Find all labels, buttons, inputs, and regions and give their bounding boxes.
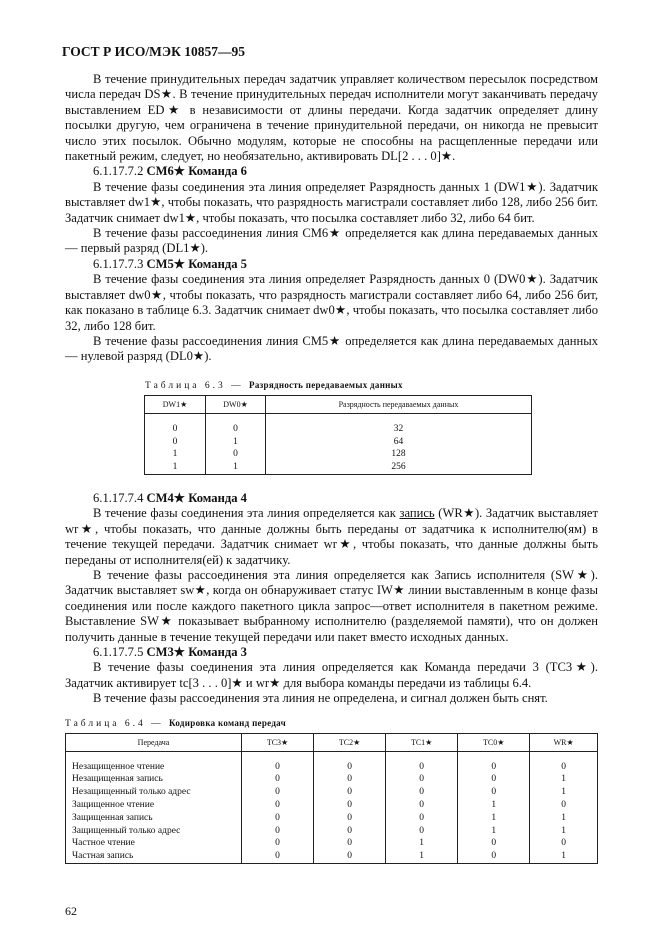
- table-cell: Защищенная запись: [66, 812, 242, 825]
- table-title: Кодировка команд передач: [169, 717, 286, 728]
- table-cell: Защищенное чтение: [66, 799, 242, 812]
- page-number: 62: [65, 903, 77, 918]
- table-cell: 1: [206, 436, 266, 449]
- paragraph: В течение принудительных передач задатчик управляет количеством пересылок посредством числа передач DS★. В течение принудительных передач исполнители могут заканчивать передачу выставлением ED★ в независимости от длины передачи. Когда задатчик определяет длину посылки другую, чем ограничена в течение принудительной передачи, он никогда не превысит число этих посылок. Обычно модулям, которые не способны на расщепленные передачи или пакетный режим, следует, но необязательно, активировать DL[2 . . . 0]★.: [65, 72, 598, 164]
- table-6-4-caption: [65, 717, 598, 731]
- column-header: DW1★: [145, 395, 206, 413]
- table-cell: 0: [458, 786, 530, 799]
- table-cell: 256: [266, 461, 532, 474]
- paragraph: В течение фазы соединения эта линия определяется как Команда передачи 3 (TC3★). Задатчик активирует tc[3 . . . 0]★ и wr★ для выбора команды передачи из таблицы 6.4.: [65, 660, 598, 690]
- table-row: [66, 786, 598, 799]
- table-cell: 0: [458, 751, 530, 773]
- table-cell: 1: [458, 825, 530, 838]
- paragraph: В течение фазы рассоединения линия CM5★ определяется как длина передаваемых данных — нулевой разряд (DL0★).: [65, 333, 598, 364]
- section-number: 6.1.17.7.2: [93, 164, 147, 179]
- table-row: [66, 751, 598, 773]
- table-cell: 0: [530, 837, 598, 850]
- paragraph: В течение фазы соединения эта линия определяет Разрядность данных 0 (DW0★). Задатчик выставляет dw0★, чтобы показать, что разрядность магистрали составляет либо 64, либо 256 бит, как показано в таблице 6.3. Задатчик снимает dw0★, чтобы показать, что посылка составляет либо 32, либо 128 бит.: [65, 272, 598, 333]
- table-6-4: [65, 733, 598, 864]
- paragraph: В течение фазы соединения эта линия определяет Разрядность данных 1 (DW1★). Задатчик выставляет dw1★, чтобы показать, что разрядность магистрали составляет либо 128, либо 256 бит. Задатчик снимает dw1★, чтобы показать, что посылка составляет либо 32, либо 64 бит.: [65, 179, 598, 225]
- table-cell: 0: [386, 773, 458, 786]
- section-number: 6.1.17.7.5: [93, 644, 147, 659]
- section-title: CM5★ Команда 5: [146, 256, 247, 271]
- table-cell: 0: [386, 751, 458, 773]
- table-cell: 32: [266, 413, 532, 435]
- table-cell: 1: [145, 461, 206, 474]
- section-heading: [65, 164, 598, 179]
- table-cell: 0: [145, 413, 206, 435]
- table-row: [145, 461, 532, 474]
- column-header: WR★: [530, 733, 598, 751]
- text: В течение фазы соединения эта линия определяется как: [93, 506, 400, 521]
- column-header: DW0★: [206, 395, 266, 413]
- document-header: ГОСТ Р ИСО/МЭК 10857—95: [62, 44, 245, 59]
- table-cell: 0: [386, 812, 458, 825]
- table-cell: 0: [206, 448, 266, 461]
- table-row: [145, 436, 532, 449]
- table-cell: 1: [530, 812, 598, 825]
- table-row: [145, 448, 532, 461]
- table-cell: 1: [530, 773, 598, 786]
- table-cell: 0: [242, 825, 314, 838]
- table-cell: 0: [242, 812, 314, 825]
- table-cell: 1: [206, 461, 266, 474]
- table-cell: 0: [386, 786, 458, 799]
- text: (WR★). Задатчик выставляет wr★, чтобы показать, что данные должны быть переданы от задатчика к исполнителю(ям) в течение текущей передачи. Задатчик снимает wr★, чтобы показать, что данные должны быть переданы от исполнителя(ей) к задатчику.: [65, 506, 598, 567]
- table-cell: Защищенный только адрес: [66, 825, 242, 838]
- table-cell: 0: [530, 799, 598, 812]
- section-number: 6.1.17.7.3: [93, 256, 147, 271]
- column-header: TC0★: [458, 733, 530, 751]
- document-body-2: [65, 491, 598, 707]
- table-row: [66, 837, 598, 850]
- document-body: [65, 72, 598, 365]
- table-cell: Незащищенное чтение: [66, 751, 242, 773]
- table-6-3-caption: [145, 379, 598, 393]
- section-title: CM3★ Команда 3: [146, 644, 247, 659]
- column-header: TC1★: [386, 733, 458, 751]
- section-heading: [65, 257, 598, 272]
- table-cell: 0: [386, 825, 458, 838]
- table-cell: 0: [314, 773, 386, 786]
- table-cell: 0: [314, 825, 386, 838]
- table-cell: Частная запись: [66, 850, 242, 863]
- table-row: [145, 413, 532, 435]
- section-number: 6.1.17.7.4: [93, 490, 147, 505]
- table-cell: 0: [242, 773, 314, 786]
- table-cell: 64: [266, 436, 532, 449]
- table-row: [66, 850, 598, 863]
- table-row: [66, 812, 598, 825]
- table-cell: 1: [386, 837, 458, 850]
- column-header: Разрядность передаваемых данных: [266, 395, 532, 413]
- table-label: Таблица 6.3 —: [145, 380, 250, 391]
- table-cell: 0: [458, 773, 530, 786]
- table-cell: 0: [314, 751, 386, 773]
- table-cell: 0: [242, 799, 314, 812]
- table-cell: Частное чтение: [66, 837, 242, 850]
- table-cell: 128: [266, 448, 532, 461]
- paragraph: В течение фазы рассоединения эта линия не определена, и сигнал должен быть снят.: [93, 691, 548, 706]
- table-title: Разрядность передаваемых данных: [249, 379, 403, 390]
- table-cell: 0: [314, 786, 386, 799]
- section-heading: [65, 491, 598, 506]
- column-header: TC3★: [242, 733, 314, 751]
- table-cell: 1: [530, 786, 598, 799]
- column-header: TC2★: [314, 733, 386, 751]
- table-row: [66, 799, 598, 812]
- table-label: Таблица 6.4 —: [65, 718, 170, 729]
- table-row: [66, 773, 598, 786]
- table-cell: 0: [530, 751, 598, 773]
- table-cell: 0: [314, 799, 386, 812]
- table-cell: 0: [242, 751, 314, 773]
- section-title: CM4★ Команда 4: [146, 490, 247, 505]
- table-cell: 0: [242, 850, 314, 863]
- table-cell: 0: [145, 436, 206, 449]
- paragraph: В течение фазы рассоединения эта линия определяется как Запись исполнителя (SW★). Задатчик выставляет sw★, когда он обнаруживает статус IW★ линии выставленным в конце фазы соединения или после каждого пакетного цикла запрос—ответ исполнителя в пакетном режиме. Выставление SW★ показывает выбранному исполнителю (разделяемой памяти), что он должен получить данные в течение текущей передачи или пакет вместо исходных данных.: [65, 567, 598, 644]
- table-cell: 1: [458, 799, 530, 812]
- table-cell: Незащищенная запись: [66, 773, 242, 786]
- table-cell: 0: [386, 799, 458, 812]
- table-cell: 1: [145, 448, 206, 461]
- section-title: CM6★ Команда 6: [146, 164, 247, 179]
- table-cell: 0: [458, 837, 530, 850]
- section-heading: [65, 645, 598, 660]
- table-cell: 1: [530, 850, 598, 863]
- table-cell: Незащищенный только адрес: [66, 786, 242, 799]
- paragraph: В течение фазы рассоединения линия CM6★ определяется как длина передаваемых данных — первый разряд (DL1★).: [65, 226, 598, 256]
- table-cell: 0: [314, 812, 386, 825]
- underlined-term: запись: [399, 506, 435, 521]
- table-6-3: [144, 395, 532, 475]
- paragraph: [65, 506, 598, 568]
- column-header: Передача: [66, 733, 242, 751]
- table-cell: 0: [242, 837, 314, 850]
- table-cell: 1: [458, 812, 530, 825]
- table-cell: 1: [386, 850, 458, 863]
- table-cell: 0: [314, 850, 386, 863]
- table-cell: 0: [242, 786, 314, 799]
- table-cell: 0: [314, 837, 386, 850]
- table-row: [66, 825, 598, 838]
- table-cell: 1: [530, 825, 598, 838]
- table-cell: 0: [458, 850, 530, 863]
- table-cell: 0: [206, 413, 266, 435]
